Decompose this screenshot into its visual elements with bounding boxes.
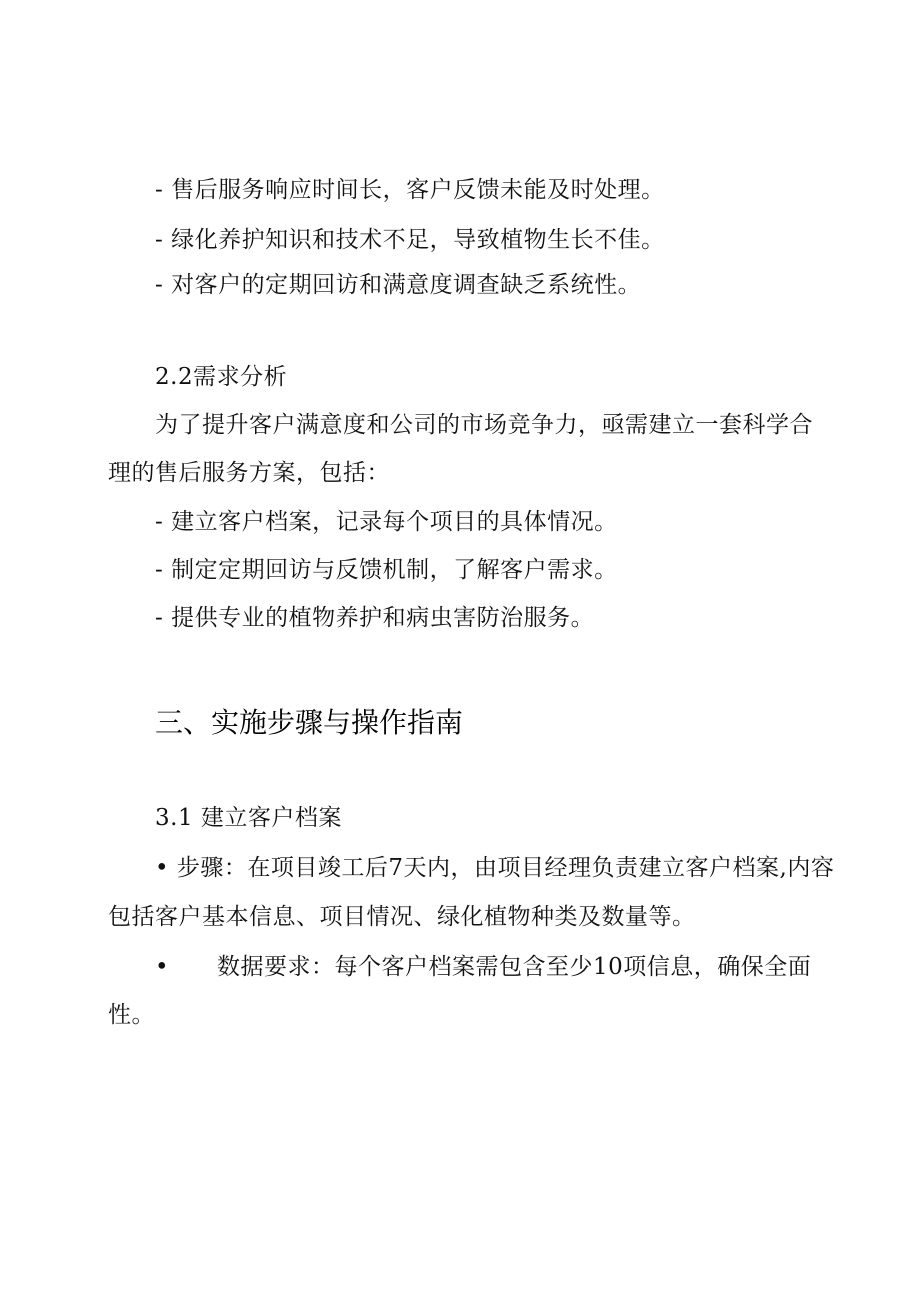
chapter-heading-3: 三、实施步骤与操作指南 — [155, 706, 464, 739]
list-item: - 售后服务响应时间长，客户反馈未能及时处理。 — [155, 177, 665, 203]
bullet-icon: • — [155, 954, 170, 980]
paragraph-line: 为了提升客户满意度和公司的市场竞争力，亟需建立一套科学合 — [155, 412, 813, 438]
section-heading-3-1: 3.1 建立客户档案 — [155, 805, 342, 831]
data-requirement-line: 性。 — [108, 1002, 155, 1028]
step-line: 包括客户基本信息、项目情况、绿化植物种类及数量等。 — [108, 904, 696, 930]
data-requirement-line: 数据要求：每个客户档案需包含至少10项信息，确保全面 — [217, 954, 812, 980]
step-line: • 步骤：在项目竣工后7天内，由项目经理负责建立客户档案,内容 — [155, 855, 835, 881]
list-item: - 制定定期回访与反馈机制，了解客户需求。 — [155, 557, 618, 583]
list-item: - 绿化养护知识和技术不足，导致植物生长不佳。 — [155, 227, 665, 253]
list-item: - 对客户的定期回访和满意度调查缺乏系统性。 — [155, 272, 642, 298]
section-heading-2-2: 2.2需求分析 — [155, 364, 288, 390]
list-item: - 建立客户档案，记录每个项目的具体情况。 — [155, 509, 618, 535]
paragraph-line: 理的售后服务方案，包括： — [108, 460, 390, 486]
list-item: - 提供专业的植物养护和病虫害防治服务。 — [155, 605, 595, 631]
